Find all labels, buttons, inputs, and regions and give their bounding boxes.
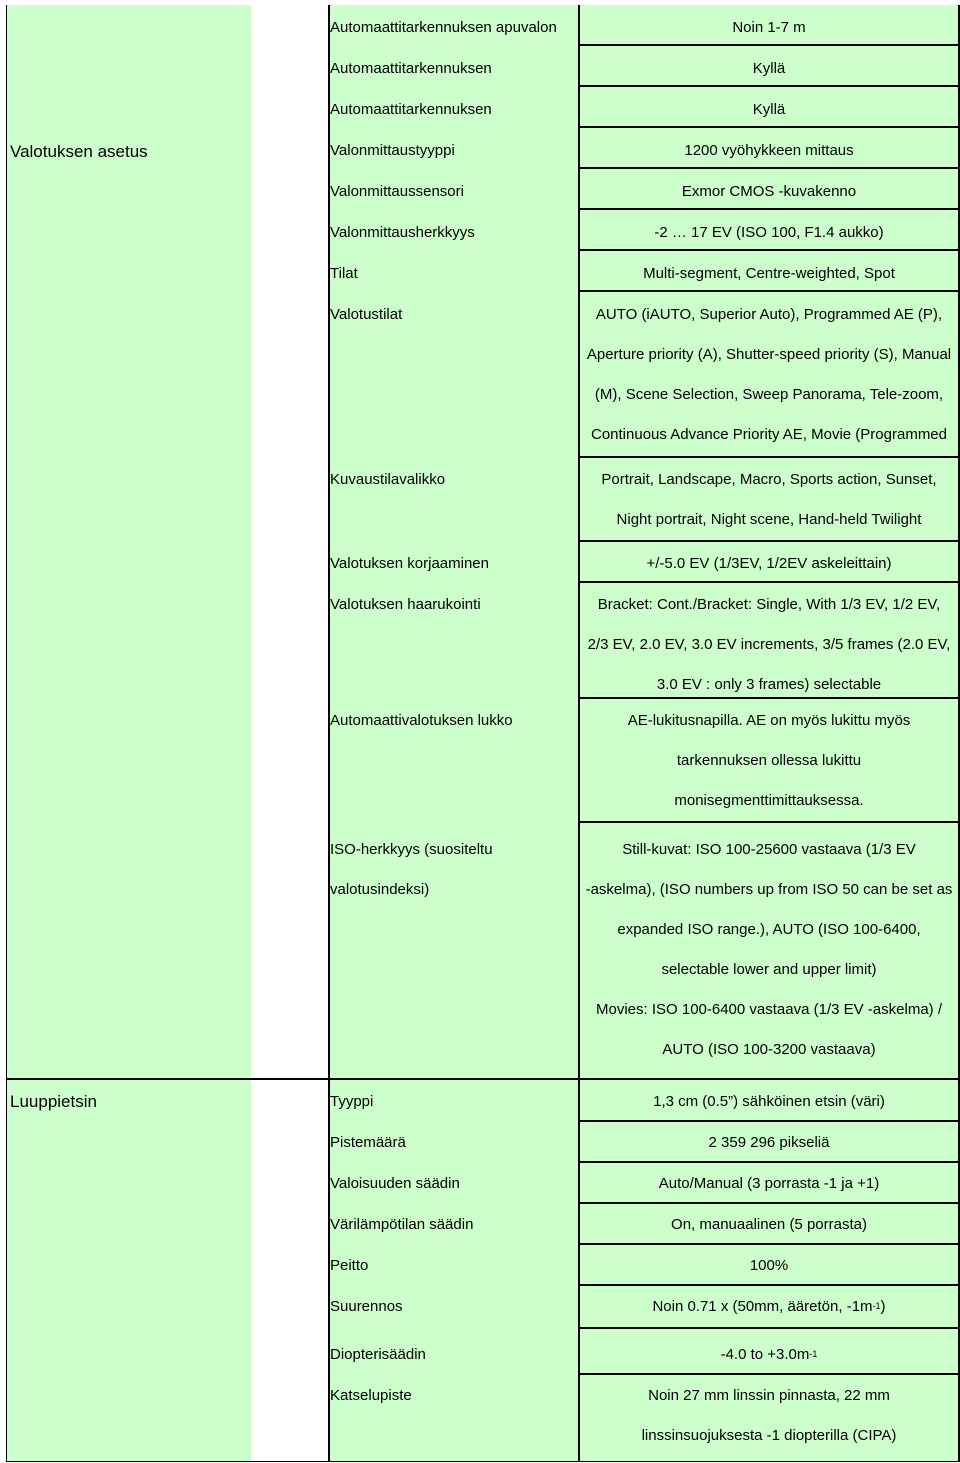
spec-value <box>579 1298 959 1316</box>
spec-value: AUTO (iAUTO, Superior Auto), Programmed AE (P), <box>595 306 943 323</box>
spec-value: Aperture priority (A), Shutter-speed priority (S), Manual <box>586 346 952 363</box>
spec-value: 1200 vyöhykkeen mittaus <box>684 142 854 159</box>
spec-label: Valotuksen korjaaminen <box>330 555 489 572</box>
spec-label: Tyyppi <box>330 1093 374 1110</box>
spec-value <box>579 1346 959 1364</box>
spec-value: Continuous Advance Priority AE, Movie (Programmed <box>591 426 947 443</box>
row-divider <box>578 581 960 583</box>
spec-label: Valonmittaustyyppi <box>330 142 455 159</box>
row-divider <box>578 540 960 542</box>
spec-label: Tilat <box>330 265 358 282</box>
spec-table <box>6 5 960 1462</box>
spec-label: Diopterisäädin <box>330 1346 426 1363</box>
spec-value: 3.0 EV : only 3 frames) selectable <box>656 676 882 693</box>
spec-label: Valoisuuden säädin <box>330 1175 460 1192</box>
row-divider <box>578 697 960 699</box>
row-divider <box>578 249 960 251</box>
row-divider <box>578 1202 960 1204</box>
superscript: -1 <box>872 1301 881 1311</box>
spec-label: Valotustilat <box>330 306 403 323</box>
spec-value: Still-kuvat: ISO 100-25600 vastaava (1/3 EV <box>622 841 916 858</box>
spec-value: On, manuaalinen (5 porrasta) <box>671 1216 867 1233</box>
spec-value: monisegmenttimittauksessa. <box>674 792 864 809</box>
spec-value: Movies: ISO 100-6400 vastaava (1/3 EV -askelma) / <box>596 1001 942 1018</box>
row-divider <box>578 1327 960 1329</box>
row-divider <box>578 167 960 169</box>
spec-label: Kuvaustilavalikko <box>330 471 446 488</box>
section-title: Valotuksen asetus <box>10 142 148 161</box>
spec-value: expanded ISO range.), AUTO (ISO 100-6400, <box>617 921 921 938</box>
spec-label: Katselupiste <box>330 1387 412 1404</box>
spec-value: Auto/Manual (3 porrasta -1 ja +1) <box>658 1175 880 1192</box>
row-divider <box>578 1284 960 1286</box>
spec-value: 100% <box>749 1257 789 1274</box>
row-divider <box>578 821 960 823</box>
row-divider <box>578 1120 960 1122</box>
spec-value: AE-lukitusnapilla. AE on myös lukittu myös <box>627 712 911 729</box>
spec-value: Kyllä <box>752 101 786 118</box>
spec-value: Portrait, Landscape, Macro, Sports action, Sunset, <box>601 471 937 488</box>
section-divider <box>7 1078 960 1080</box>
section-title: Luuppietsin <box>10 1092 97 1111</box>
spec-value: Night portrait, Night scene, Hand-held Twilight <box>616 511 922 528</box>
spec-value-text: -4.0 to +3.0m <box>720 1346 810 1363</box>
row-divider <box>578 290 960 292</box>
spec-label: ISO-herkkyys (suositeltu <box>330 841 493 858</box>
spec-value: Noin 1-7 m <box>732 19 806 36</box>
spec-value-text: Noin 0.71 x (50mm, ääretön, -1m <box>652 1298 873 1315</box>
row-divider <box>578 456 960 458</box>
spec-label: Valonmittausherkkyys <box>330 224 475 241</box>
spec-value: Multi-segment, Centre-weighted, Spot <box>643 265 895 282</box>
spec-value: selectable lower and upper limit) <box>661 961 877 978</box>
spec-value: 2 359 296 pikseliä <box>708 1134 830 1151</box>
spec-value: linssinsuojuksesta -1 diopterilla (CIPA) <box>641 1427 897 1444</box>
spec-value: AUTO (ISO 100-3200 vastaava) <box>662 1041 876 1058</box>
spec-value: 2/3 EV, 2.0 EV, 3.0 EV increments, 3/5 frames (2.0 EV, <box>587 636 951 653</box>
row-divider <box>578 44 960 46</box>
spec-value: -askelma), (ISO numbers up from ISO 50 can be set as <box>585 881 953 898</box>
row-divider <box>578 85 960 87</box>
spec-value: (M), Scene Selection, Sweep Panorama, Tele-zoom, <box>594 386 944 403</box>
row-divider <box>578 126 960 128</box>
row-divider <box>578 1243 960 1245</box>
spec-label: valotusindeksi) <box>330 881 430 898</box>
spec-value: Kyllä <box>752 60 786 77</box>
spec-value: -2 … 17 EV (ISO 100, F1.4 aukko) <box>654 224 884 241</box>
spec-label: Värilämpötilan säädin <box>330 1216 474 1233</box>
spec-label: Pistemäärä <box>330 1134 406 1151</box>
spec-label: Suurennos <box>330 1298 403 1315</box>
spec-value: tarkennuksen ollessa lukittu <box>676 752 862 769</box>
superscript: -1 <box>809 1349 818 1359</box>
spec-value: 1,3 cm (0.5”) sähköinen etsin (väri) <box>653 1093 885 1110</box>
row-divider <box>578 208 960 210</box>
spec-label: Valotuksen haarukointi <box>330 596 481 613</box>
spec-value: Exmor CMOS -kuvakenno <box>681 183 857 200</box>
row-divider <box>578 1373 960 1375</box>
spec-value: +/-5.0 EV (1/3EV, 1/2EV askeleittain) <box>646 555 892 572</box>
spec-value-text: ) <box>880 1298 886 1315</box>
spec-label: Automaattivalotuksen lukko <box>330 712 513 729</box>
spec-value: Bracket: Cont./Bracket: Single, With 1/3 EV, 1/2 EV, <box>597 596 941 613</box>
spec-label: Valonmittaussensori <box>330 183 464 200</box>
spec-label: Peitto <box>330 1257 369 1274</box>
spec-value: Noin 27 mm linssin pinnasta, 22 mm <box>648 1387 890 1404</box>
row-divider <box>578 1161 960 1163</box>
spec-label: Automaattitarkennuksen <box>330 60 492 77</box>
spec-label: Automaattitarkennuksen apuvalon <box>330 19 557 36</box>
spec-label: Automaattitarkennuksen <box>330 101 492 118</box>
